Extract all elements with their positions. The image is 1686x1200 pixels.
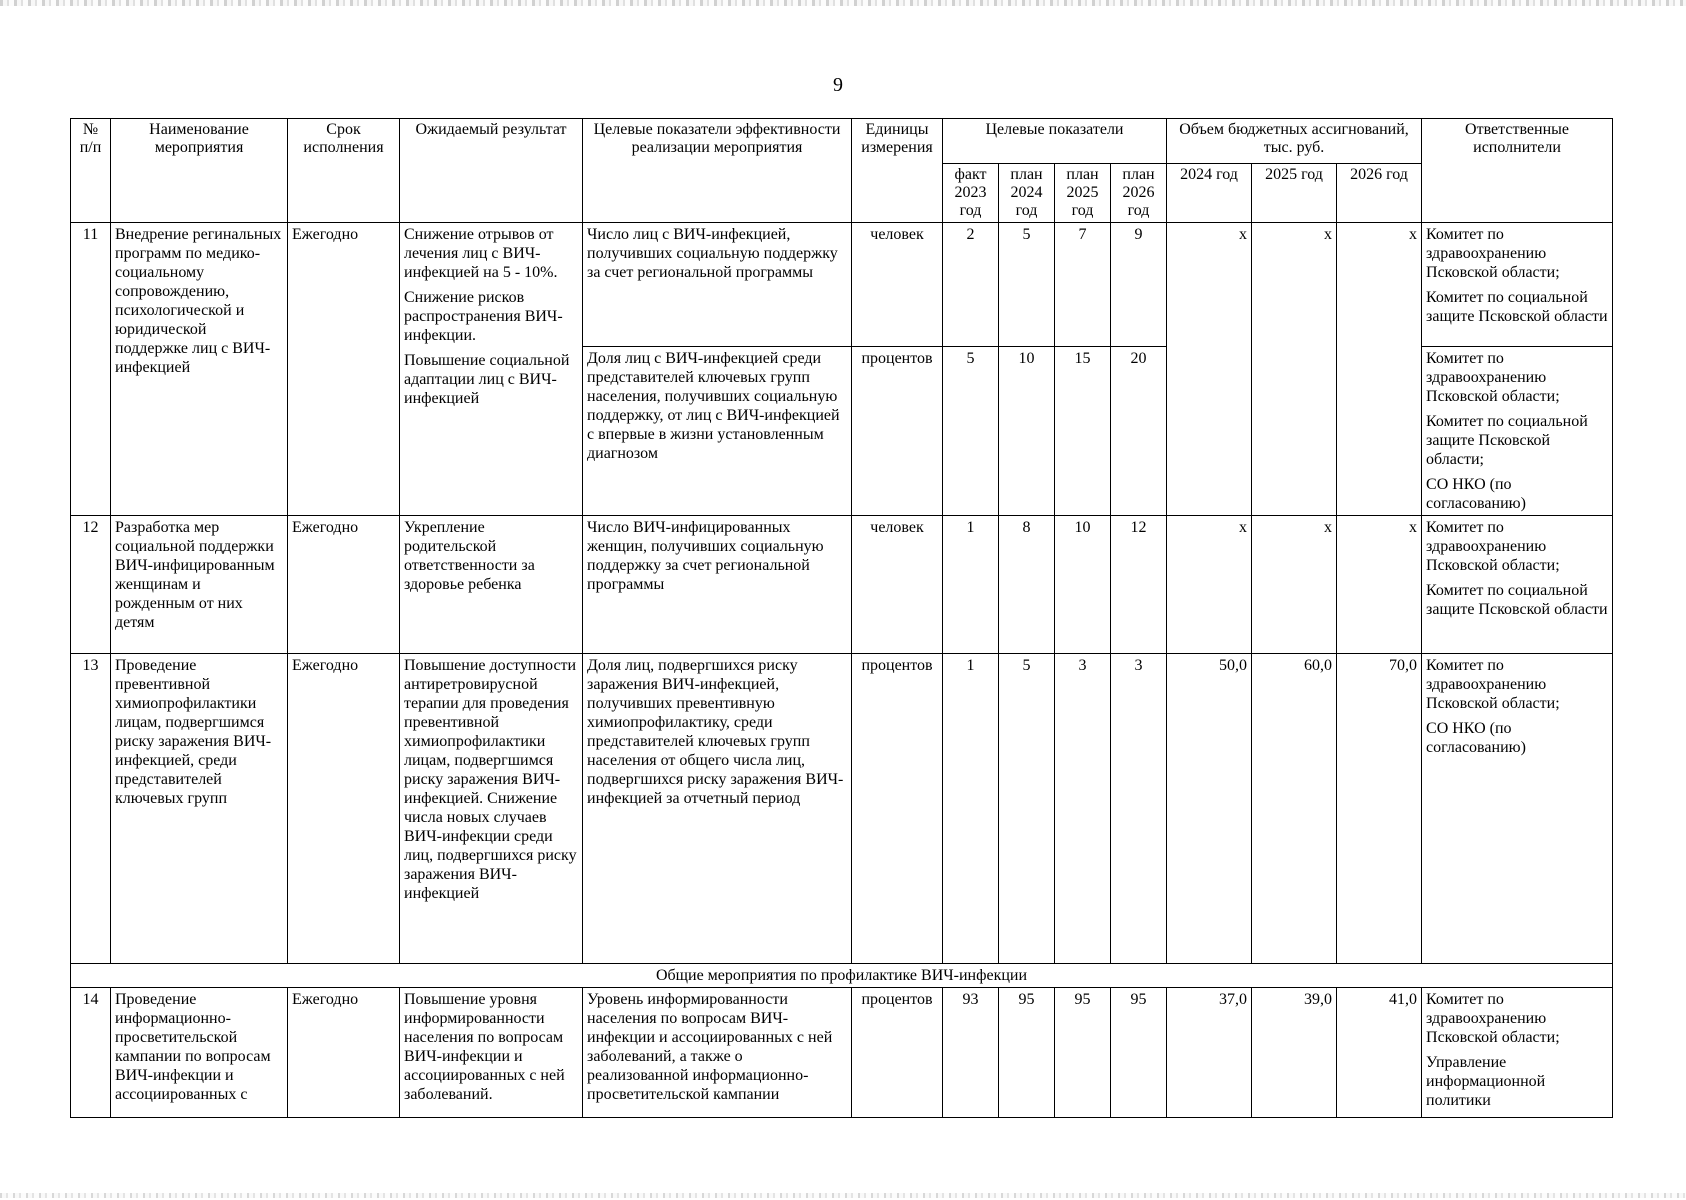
row-12-responsible: [1422, 516, 1613, 654]
row-14-budget-2026: 41,0: [1337, 988, 1422, 1118]
row-14-indicator: Уровень информированности населения по вопросам ВИЧ-инфекции и ассоциированных с ней заболеваний, а также о реализованной информационно-просветительской кампании: [583, 988, 852, 1118]
row-11b-plan-2024: 10: [999, 347, 1055, 516]
row-12-plan-2025: 10: [1055, 516, 1111, 654]
header-indicators: Целевые показатели эффективности реализации мероприятия: [583, 119, 852, 223]
row-14-plan-2024: 95: [999, 988, 1055, 1118]
scan-edge-bottom: [0, 1193, 1686, 1198]
row-11-result-3: Повышение социальной адаптации лиц с ВИЧ-инфекцией: [404, 352, 570, 407]
header-budget-2026: 2026 год: [1337, 164, 1422, 223]
row-14-name: Проведение информационно-просветительской кампании по вопросам ВИЧ-инфекции и ассоциированных с: [111, 988, 288, 1118]
header-budget-2024: 2024 год: [1167, 164, 1252, 223]
header-plan-2026: план 2026 год: [1111, 164, 1167, 223]
header-fact-2023: факт 2023 год: [943, 164, 999, 223]
header-plan-2024: план 2024 год: [999, 164, 1055, 223]
row-11b-resp-3: СО НКО (по согласованию): [1426, 476, 1526, 512]
row-14-result: Повышение уровня информированности населения по вопросам ВИЧ-инфекции и ассоциированных с ней заболеваний.: [400, 988, 583, 1118]
table-row-11a: [71, 223, 1613, 347]
header-plan-2025: план 2025 год: [1055, 164, 1111, 223]
row-11b-plan-2026: 20: [1111, 347, 1167, 516]
row-12-resp-1: Комитет по здравоохранению Псковской области;: [1426, 519, 1560, 574]
row-11a-resp-2: Комитет по социальной защите Псковской области: [1426, 289, 1608, 325]
row-13-responsible: [1422, 654, 1613, 964]
row-12-plan-2024: 8: [999, 516, 1055, 654]
row-11a-unit: человек: [852, 223, 943, 347]
row-13-fact-2023: 1: [943, 654, 999, 964]
row-12-num: 12: [71, 516, 111, 654]
header-num: № п/п: [71, 119, 111, 223]
row-11a-indicator: Число лиц с ВИЧ-инфекцией, получивших социальную поддержку за счет региональной программы: [583, 223, 852, 347]
row-12-budget-2024: х: [1167, 516, 1252, 654]
row-12-name: Разработка мер социальной поддержки ВИЧ-инфицированным женщинам и рожденным от них детям: [111, 516, 288, 654]
table-row-14: [71, 988, 1613, 1118]
row-13-plan-2025: 3: [1055, 654, 1111, 964]
row-11b-indicator: Доля лиц с ВИЧ-инфекцией среди представителей ключевых групп населения, получивших социальную поддержку, от лиц с ВИЧ-инфекцией с впервые в жизни установленным диагнозом: [583, 347, 852, 516]
header-name: Наименование мероприятия: [111, 119, 288, 223]
row-11a-plan-2026: 9: [1111, 223, 1167, 347]
header-units: Единицы измерения: [852, 119, 943, 223]
table-row-12: [71, 516, 1613, 654]
row-12-fact-2023: 1: [943, 516, 999, 654]
row-11b-resp-2: Комитет по социальной защите Псковской области;: [1426, 413, 1588, 468]
page-number: 9: [833, 74, 843, 96]
row-14-term: Ежегодно: [288, 988, 400, 1118]
row-12-result: Укрепление родительской ответственности за здоровье ребенка: [400, 516, 583, 654]
table-row-13: [71, 654, 1613, 964]
row-13-budget-2026: 70,0: [1337, 654, 1422, 964]
row-14-responsible: [1422, 988, 1613, 1118]
row-13-resp-1: Комитет по здравоохранению Псковской области;: [1426, 657, 1560, 712]
row-14-budget-2025: 39,0: [1252, 988, 1337, 1118]
row-13-plan-2024: 5: [999, 654, 1055, 964]
header-row-1: [71, 119, 1613, 164]
header-budget-2025: 2025 год: [1252, 164, 1337, 223]
row-11-term: Ежегодно: [288, 223, 400, 516]
row-14-unit: процентов: [852, 988, 943, 1118]
row-12-unit: человек: [852, 516, 943, 654]
row-11b-responsible: [1422, 347, 1613, 516]
row-13-unit: процентов: [852, 654, 943, 964]
row-13-plan-2026: 3: [1111, 654, 1167, 964]
row-11-result-2: Снижение рисков распространения ВИЧ-инфекции.: [404, 289, 563, 344]
section-title: Общие мероприятия по профилактике ВИЧ-инфекции: [71, 964, 1613, 988]
row-12-resp-2: Комитет по социальной защите Псковской области: [1426, 582, 1608, 618]
section-row: [71, 964, 1613, 988]
row-11-name: Внедрение регинальных программ по медико-социальному сопровождению, психологической и юридической поддержке лиц с ВИЧ-инфекцией: [111, 223, 288, 516]
row-11-result: [400, 223, 583, 516]
row-11b-fact-2023: 5: [943, 347, 999, 516]
row-14-budget-2024: 37,0: [1167, 988, 1252, 1118]
row-11-num: 11: [71, 223, 111, 516]
row-13-indicator: Доля лиц, подвергшихся риску заражения ВИЧ-инфекцией, получивших превентивную химиопрофилактику, среди представителей ключевых групп населения от общего числа лиц, подвергшихся риску заражения ВИЧ-инфекцией за отчетный период: [583, 654, 852, 964]
row-11a-fact-2023: 2: [943, 223, 999, 347]
row-14-num: 14: [71, 988, 111, 1118]
row-11-result-1: Снижение отрывов от лечения лиц с ВИЧ-инфекцией на 5 - 10%.: [404, 226, 558, 281]
row-11b-resp-1: Комитет по здравоохранению Псковской области;: [1426, 350, 1560, 405]
row-11b-plan-2025: 15: [1055, 347, 1111, 516]
row-12-budget-2025: х: [1252, 516, 1337, 654]
row-11-budget-2024: х: [1167, 223, 1252, 516]
row-11a-plan-2025: 7: [1055, 223, 1111, 347]
row-11a-responsible: [1422, 223, 1613, 347]
row-13-resp-2: СО НКО (по согласованию): [1426, 720, 1526, 756]
header-term: Срок исполнения: [288, 119, 400, 223]
row-13-result: Повышение доступности антиретровирусной терапии для проведения превентивной химиопрофилактики лицам, подвергшимся риску заражения ВИЧ-инфекцией. Снижение числа новых случаев ВИЧ-инфекции среди лиц, подвергшихся риску заражения ВИЧ-инфекцией: [400, 654, 583, 964]
row-13-num: 13: [71, 654, 111, 964]
measures-table: [70, 118, 1613, 1118]
row-13-budget-2025: 60,0: [1252, 654, 1337, 964]
row-11a-plan-2024: 5: [999, 223, 1055, 347]
row-11b-unit: процентов: [852, 347, 943, 516]
row-14-plan-2025: 95: [1055, 988, 1111, 1118]
row-14-plan-2026: 95: [1111, 988, 1167, 1118]
row-14-resp-1: Комитет по здравоохранению Псковской области;: [1426, 991, 1560, 1046]
row-14-resp-2: Управление информационной политики: [1426, 1054, 1546, 1109]
row-11-budget-2025: х: [1252, 223, 1337, 516]
header-result: Ожидаемый результат: [400, 119, 583, 223]
row-11-budget-2026: х: [1337, 223, 1422, 516]
header-budget: Объем бюджетных ассигнований, тыс. руб.: [1167, 119, 1422, 164]
header-targets: Целевые показатели: [943, 119, 1167, 164]
row-13-name: Проведение превентивной химиопрофилактики лицам, подвергшимся риску заражения ВИЧ-инфекцией, среди представителей ключевых групп: [111, 654, 288, 964]
row-12-plan-2026: 12: [1111, 516, 1167, 654]
header-responsible: Ответственные исполнители: [1422, 119, 1613, 223]
row-14-fact-2023: 93: [943, 988, 999, 1118]
row-12-term: Ежегодно: [288, 516, 400, 654]
row-11a-resp-1: Комитет по здравоохранению Псковской области;: [1426, 226, 1560, 281]
scan-edge-top: [0, 0, 1686, 6]
row-12-budget-2026: х: [1337, 516, 1422, 654]
row-13-budget-2024: 50,0: [1167, 654, 1252, 964]
row-12-indicator: Число ВИЧ-инфицированных женщин, получивших социальную поддержку за счет региональной программы: [583, 516, 852, 654]
row-13-term: Ежегодно: [288, 654, 400, 964]
